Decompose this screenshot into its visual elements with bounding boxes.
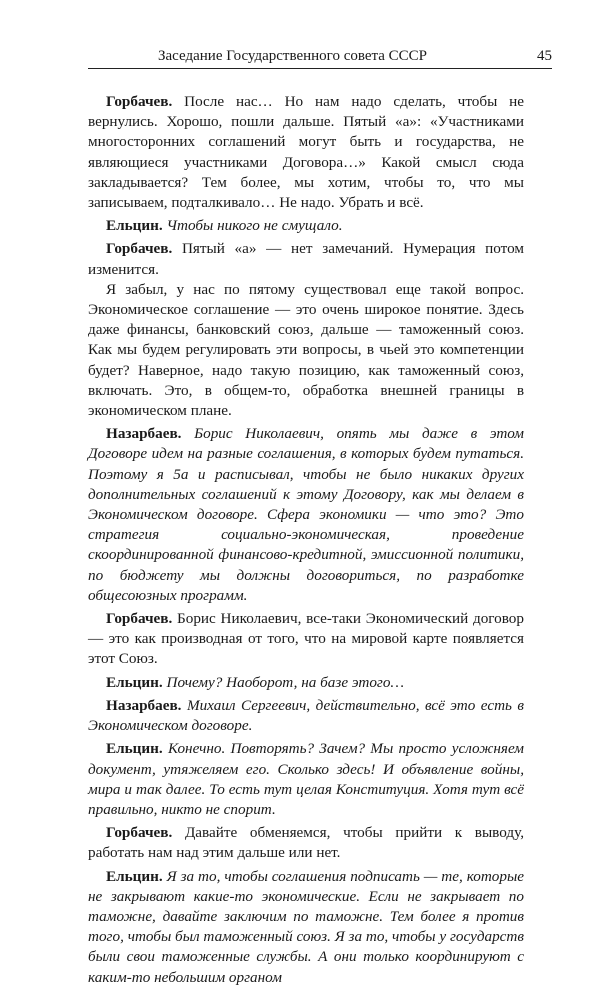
- paragraph: [88, 92, 524, 213]
- speaker-name: Назарбаев.: [106, 696, 182, 714]
- paragraph: [88, 280, 524, 421]
- paragraph-text: Борис Николаевич, все-таки Экономический договор — это как производная от того, что на мировой карте появляется этот Союз.: [88, 610, 524, 668]
- paragraph: [88, 739, 524, 820]
- paragraph: [88, 216, 524, 236]
- running-header: [88, 44, 552, 69]
- speaker-name: Ельцин.: [106, 867, 163, 885]
- speaker-name: Ельцин.: [106, 673, 163, 691]
- paragraph-text: После нас… Но нам надо сделать, чтобы не вернулись. Хорошо, пошли дальше. Пятый «а»: «Участниками многосторонних соглашений могут быть и государства, не являющиеся участниками Договора…» Какой смысл сюда закладывается? Тем более, мы хотим, чтобы то, что мы записываем, подталкивало… Не надо. Убрать и всё.: [88, 93, 524, 212]
- running-title: Заседание Государственного совета СССР: [158, 48, 428, 64]
- speaker-name: Горбачев.: [106, 610, 173, 628]
- speaker-name: Горбачев.: [106, 93, 173, 110]
- paragraph-text: Давайте обменяемся, чтобы прийти к выводу, работать нам над этим дальше или нет.: [88, 824, 525, 862]
- paragraph-text: Конечно. Повторять? Зачем? Мы просто усложняем документ, утяжеляем его. Сколько здесь! И объявление войны, мира и так далее. То есть тут целая Конституция. Хотя тут всё правильно, никто не спорит.: [88, 740, 524, 818]
- transcript-body: [88, 92, 524, 988]
- paragraph-text: Я забыл, у нас по пятому существовал еще такой вопрос. Экономическое соглашение — это очень широкое понятие. Здесь даже финансы, банковский союз, дальше — таможенный союз. Как мы будем регулировать эти вопросы, в чьей это компетенции будет? Наверное, надо такую позицию, как таможенный союз, включать. Это, в общем-то, обработка внешней границы в экономическом плане.: [88, 280, 524, 420]
- page-number: 45: [537, 48, 552, 64]
- speaker-name: Горбачев.: [106, 824, 173, 842]
- paragraph: [88, 823, 524, 863]
- paragraph: [88, 424, 524, 606]
- speaker-name: Ельцин.: [106, 217, 163, 235]
- paragraph: [88, 239, 524, 279]
- paragraph-text: Михаил Сергеевич, действительно, всё это есть в Экономическом договоре.: [88, 696, 525, 735]
- paragraph-text: Чтобы никого не смущало.: [166, 217, 343, 235]
- speaker-name: Назарбаев.: [106, 425, 182, 443]
- speaker-name: Ельцин.: [106, 740, 163, 758]
- paragraph-text: Пятый «а» — нет замечаний. Нумерация потом изменится.: [88, 240, 525, 278]
- paragraph: [88, 609, 524, 670]
- paragraph: [88, 696, 524, 736]
- paragraph-text: Я за то, чтобы соглашения подписать — те, которые не закрывают какие-то экономические. Если не закрывает по таможне, давайте заключим по таможне. Тем более я против того, чтобы был таможенный союз. Я за то, чтобы у государств были свои таможенные службы. А они только координируют с каким-то небольшим органом: [88, 867, 524, 986]
- speaker-name: Горбачев.: [106, 240, 173, 258]
- paragraph: [88, 673, 524, 693]
- paragraph-text: Почему? Наоборот, на базе этого…: [166, 673, 404, 691]
- paragraph: [88, 867, 524, 988]
- paragraph-text: Борис Николаевич, опять мы даже в этом Договоре идем на разные соглашения, в которых будем путаться. Поэтому я 5а и расписывал, чтобы не было никаких других дополнительных соглашений к этому Договору, как мы делаем в Экономическом договоре. Сфера экономики — что это? Это стратегия социально-экономическая, проведение скоординированной финансово-кредитной, эмиссионной политики, по бюджету мы должны договориться, по разработке общесоюзных программ.: [88, 425, 525, 604]
